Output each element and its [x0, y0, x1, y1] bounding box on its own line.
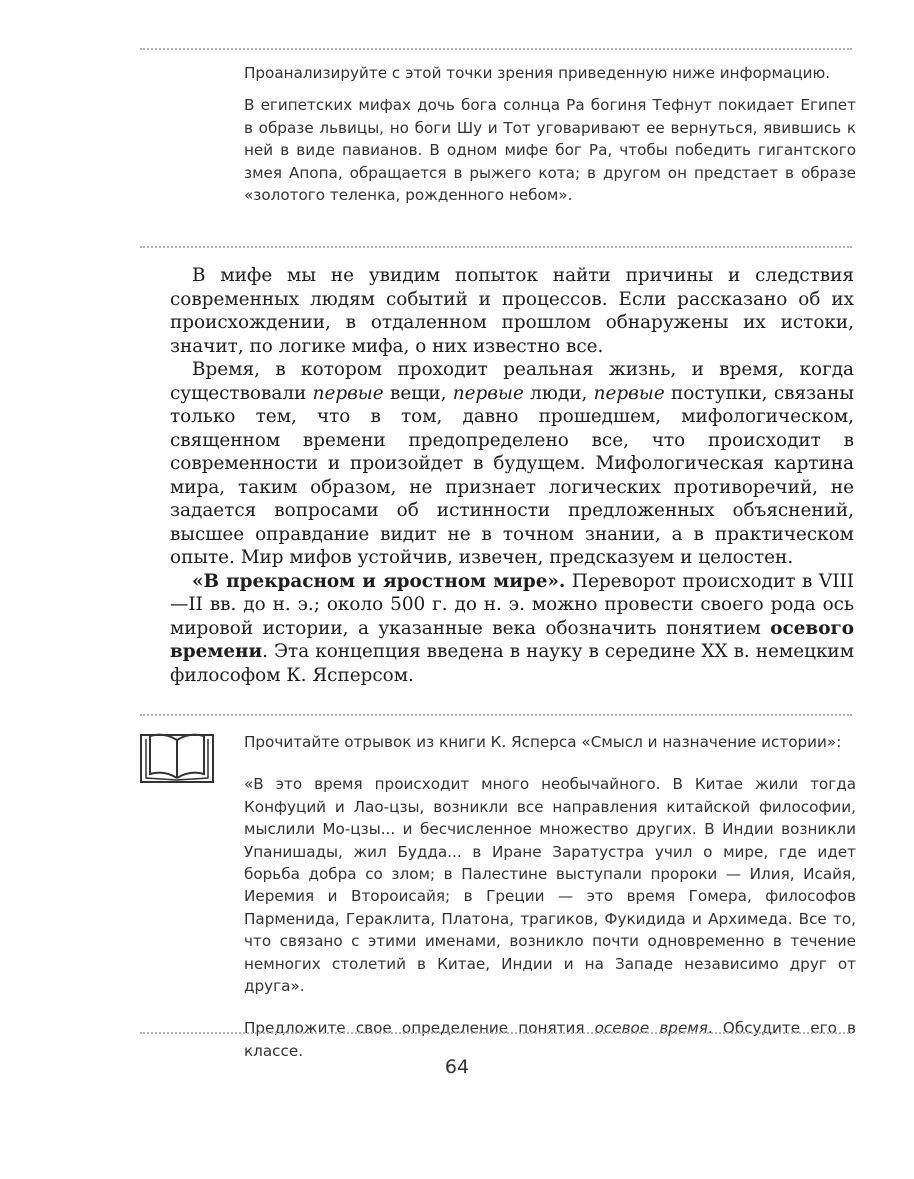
analysis-box	[244, 62, 856, 206]
axial-term: осевого времени	[170, 617, 854, 662]
time-paragraph: Время, в котором проходит реальная жизнь, и время, когда существовали первые вещи, первые люди, первые поступки, связаны только тем, что в том, давно прошедшем, мифологическом, священном времени предопределено все, что происходит в современности и произойдет в будущем. Мифологическая картина мира, таким образом, не признает логических противоречий, не задается вопросами об истинности предложенных объяснений, высшее оправдание видит не в точном знании, а в практическом опыте. Мир мифов устойчив, извечен, предсказуем и целостен.	[170, 359, 854, 568]
reading-box	[244, 731, 856, 1062]
page-number: 64	[444, 1056, 470, 1078]
top-divider	[140, 48, 852, 50]
open-book-icon	[140, 730, 214, 784]
main-text	[170, 264, 854, 687]
discussion-task: Предложите свое определение понятия осевое время. Обсудите его в классе.	[244, 1019, 856, 1060]
axial-paragraph: «В прекрасном и яростном мире». Переворот происходит в VIII—II вв. до н. э.; около 500 г. до н. э. можно провести своего рода ось мировой истории, а указанные века обозначить понятием осевого времени. Эта концепция введена в науку в середине XX в. немецким философом К. Ясперсом.	[170, 570, 854, 686]
box1-bottom-divider	[140, 246, 852, 248]
reading-instruction: Прочитайте отрывок из книги К. Ясперса «Смысл и назначение истории»:	[244, 733, 842, 751]
analysis-instruction: Проанализируйте с этой точки зрения приведенную ниже информацию.	[244, 64, 831, 82]
section-heading: «В прекрасном и яростном мире».	[192, 570, 566, 592]
box2-top-divider	[140, 714, 852, 716]
task-term: осевое время	[594, 1019, 708, 1038]
bottom-divider	[140, 1032, 852, 1034]
myth-paragraph: В мифе мы не увидим попыток найти причины и следствия современных людям событий и процессов. Если рассказано об их происхождении, в отдаленном прошлом обнаружены их истоки, значит, по логике мифа, о них известно все.	[170, 265, 854, 357]
egypt-myth-text: В египетских мифах дочь бога солнца Ра богиня Тефнут покидает Египет в образе львицы, но боги Шу и Тот уговаривают ее вернуться, явившись к ней в виде павианов. В одном мифе бог Ра, чтобы победить гигантского змея Апопа, обращается в рыжего кота; в другом он предстает в образе «золотого теленка, рожденного небом».	[244, 96, 856, 205]
jaspers-quote: «В это время происходит много необычайного. В Китае жили тогда Конфуций и Лао-цзы, возникли все направления китайской философии, мыслили Мо-цзы... и бесчисленное множество других. В Индии возникли Упанишады, жил Будда... в Иране Заратустра учил о мире, где идет борьба добра со злом; в Палестине выступали пророки — Илия, Исайя, Иеремия и Второисайя; в Греции — это время Гомера, философов Парменида, Гераклита, Платона, трагиков, Фукидида и Архимеда. Все то, что связано с этими именами, возникло почти одновременно в течение немногих столетий в Китае, Индии и на Западе независимо друг от друга».	[244, 775, 856, 996]
